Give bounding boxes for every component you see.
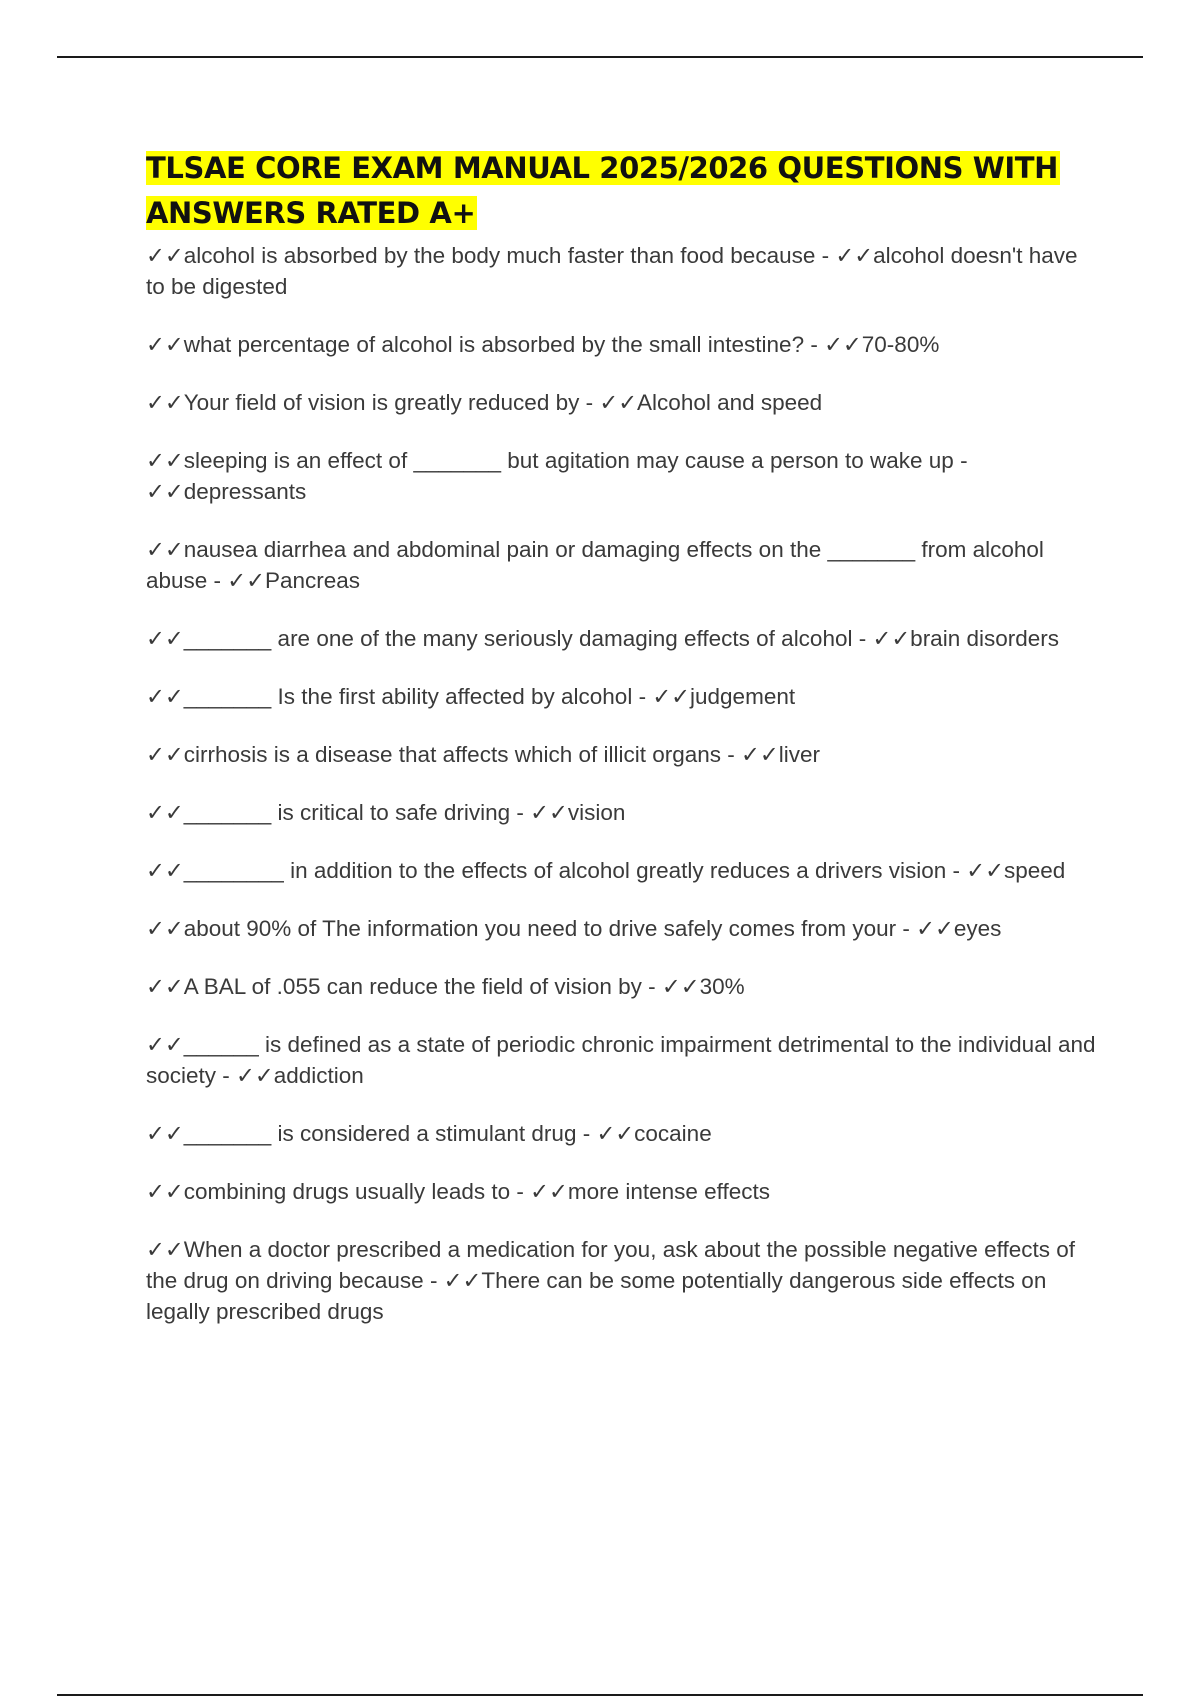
qa-item: ✓✓________ in addition to the effects of alcohol greatly reduces a drivers vision - ✓✓speed	[146, 858, 1066, 883]
qa-item: ✓✓_______ is considered a stimulant drug - ✓✓cocaine	[146, 1121, 712, 1146]
document-title	[146, 146, 1096, 236]
qa-item: ✓✓When a doctor prescribed a medication for you, ask about the possible negative effects of the drug on driving because - ✓✓There can be some potentially dangerous side effects on legally prescribed drugs	[146, 1237, 1076, 1324]
footer-rule	[57, 1694, 1143, 1696]
qa-item: ✓✓combining drugs usually leads to - ✓✓more intense effects	[146, 1179, 771, 1204]
qa-item: ✓✓alcohol is absorbed by the body much faster than food because - ✓✓alcohol doesn't have to be digested	[146, 243, 1078, 299]
qa-item: ✓✓what percentage of alcohol is absorbed by the small intestine? - ✓✓70-80%	[146, 332, 940, 357]
qa-item: ✓✓nausea diarrhea and abdominal pain or damaging effects on the _______ from alcohol abuse - ✓✓Pancreas	[146, 537, 1044, 593]
qa-list	[146, 240, 1096, 1327]
document-title-text: TLSAE CORE EXAM MANUAL 2025/2026 QUESTIONS WITH ANSWERS RATED A+	[146, 151, 1059, 230]
qa-item: ✓✓cirrhosis is a disease that affects which of illicit organs - ✓✓liver	[146, 742, 820, 767]
qa-item: ✓✓about 90% of The information you need to drive safely comes from your - ✓✓eyes	[146, 916, 1002, 941]
qa-item: ✓✓______ is defined as a state of periodic chronic impairment detrimental to the individual and society - ✓✓addiction	[146, 1032, 1096, 1088]
qa-item: ✓✓Your field of vision is greatly reduced by - ✓✓Alcohol and speed	[146, 390, 823, 415]
qa-item: ✓✓_______ are one of the many seriously damaging effects of alcohol - ✓✓brain disorders	[146, 626, 1059, 651]
qa-item: ✓✓sleeping is an effect of _______ but agitation may cause a person to wake up - ✓✓depressants	[146, 448, 968, 504]
document-body	[146, 146, 1096, 1354]
qa-item: ✓✓_______ is critical to safe driving - ✓✓vision	[146, 800, 626, 825]
qa-item: ✓✓A BAL of .055 can reduce the field of vision by - ✓✓30%	[146, 974, 745, 999]
qa-item: ✓✓_______ Is the first ability affected by alcohol - ✓✓judgement	[146, 684, 796, 709]
header-rule	[57, 56, 1143, 58]
